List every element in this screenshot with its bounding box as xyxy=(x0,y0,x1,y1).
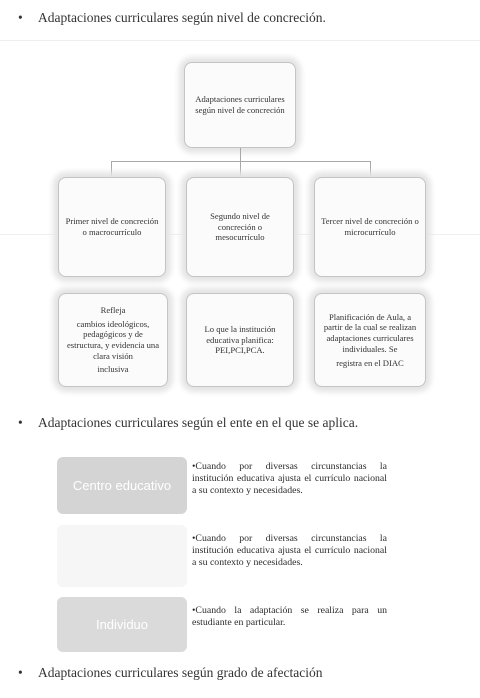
heading-afectacion xyxy=(18,665,323,681)
level-3-box xyxy=(314,177,426,277)
level-3-detail-line: registra en el DIAC xyxy=(336,357,404,368)
ente-desc-individuo: •Cuando la adaptación se realiza para un estudiante en particular. xyxy=(192,605,387,628)
connector-right xyxy=(370,161,371,177)
level-1-detail-line: cambios ideológicos, pedagógicos y de estructura, y evidencia una clara visión xyxy=(66,318,160,361)
level-1-box xyxy=(58,177,166,277)
heading-ente xyxy=(18,415,358,431)
connector-middle xyxy=(240,161,241,177)
bullet: • xyxy=(18,10,23,25)
bullet: • xyxy=(18,415,23,430)
level-3-detail-line: Planificación de Aula, a partir de la cual se realizan adaptaciones curriculares individuales. Se xyxy=(323,311,417,354)
root-label: Adaptaciones curriculares según nivel de concreción xyxy=(195,94,285,115)
level-1-detail xyxy=(58,293,168,387)
level-1-title: Primer nivel de concreción o macrocurrículo xyxy=(65,216,159,237)
level-3-detail xyxy=(314,293,426,387)
ente-label-faded xyxy=(57,525,187,587)
level-2-box xyxy=(186,177,294,277)
connector-root xyxy=(240,148,241,162)
ente-label-individuo xyxy=(57,597,187,652)
ente-desc-faded: •Cuando por diversas circunstancias la institución educativa ajusta el currículo nacional a su contexto y necesidades. xyxy=(192,533,387,568)
level-2-detail-line: Lo que la institución educativa planifica: PEI,PCI,PCA. xyxy=(204,323,276,356)
level-2-detail xyxy=(186,293,294,387)
level-2-title: Segundo nivel de concreción o mesocurrículo xyxy=(210,210,270,243)
level-1-detail-line: Refleja xyxy=(100,304,126,315)
heading-concrecion xyxy=(18,10,326,26)
heading-ente-text: Adaptaciones curriculares según el ente en el que se aplica. xyxy=(38,415,359,430)
ente-label-text: Individuo xyxy=(95,616,149,632)
bullet: • xyxy=(18,665,23,680)
connector-left xyxy=(111,161,112,177)
ente-desc-centro: •Cuando por diversas circunstancias la institución educativa ajusta el currículo nacional a su contexto y necesidades. xyxy=(192,461,387,496)
ente-label-text: Centro educativo xyxy=(72,477,172,493)
divider xyxy=(0,40,480,41)
level-3-title: Tercer nivel de concreción o microcurrículo xyxy=(321,216,419,237)
heading-concrecion-text: Adaptaciones curriculares según nivel de concreción. xyxy=(38,10,326,25)
root-box xyxy=(184,62,296,148)
ente-label-centro xyxy=(57,457,187,514)
level-1-detail-line: inclusiva xyxy=(97,364,129,375)
heading-afectacion-text: Adaptaciones curriculares según grado de afectación xyxy=(38,665,323,680)
